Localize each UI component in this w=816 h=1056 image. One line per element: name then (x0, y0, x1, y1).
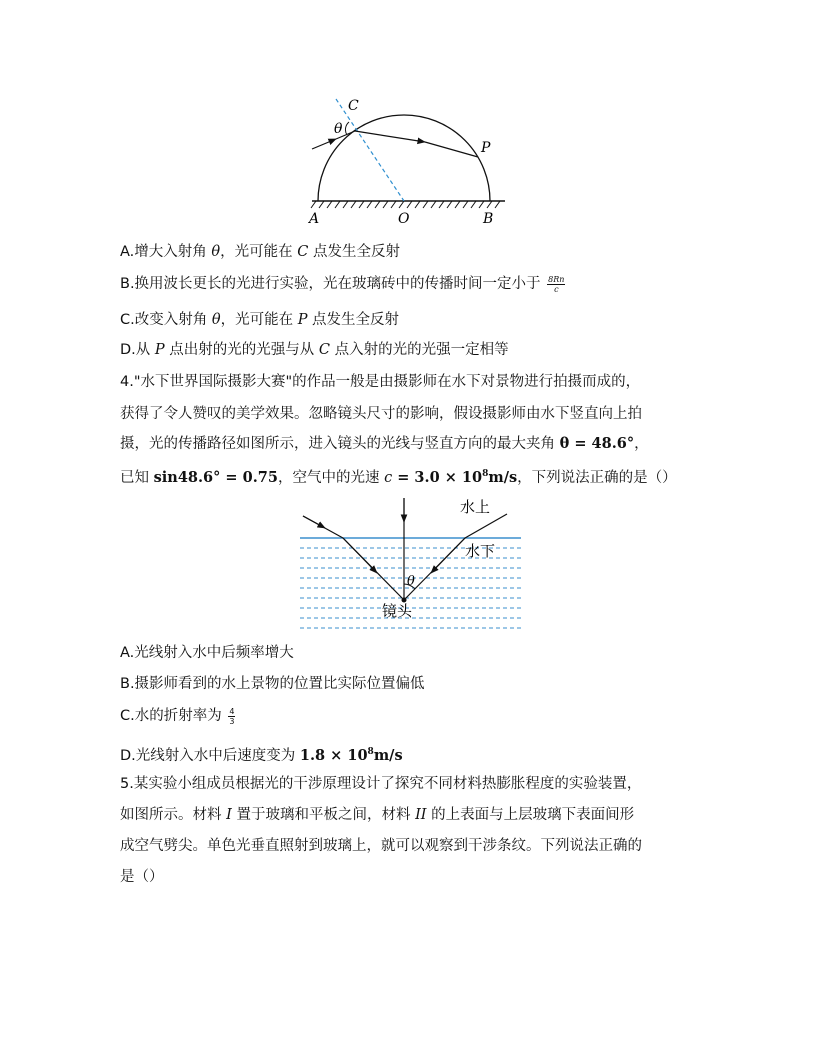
label-below-water: 水下 (465, 542, 496, 560)
q3-option-c: C.改变入射角 θ，光可能在 P 点发生全反射 (120, 312, 400, 328)
q4-stem-line-4: 已知 sin48.6° = 0.75，空气中的光速 $c = 3.0 \times 10^8m/s$，下列说法正确的是（） (120, 468, 677, 486)
angle-arc (345, 122, 349, 135)
right-ray-air (465, 514, 507, 538)
q3-option-a: A.增大入射角 θ，光可能在 C 点发生全反射 (120, 244, 400, 260)
q4-option-d: D.光线射入水中后速度变为 $1.8 \times 10^8m/s$ (120, 746, 403, 764)
refracted-ray-1 (355, 131, 425, 142)
q4-stem-line-3: 摄，光的传播路径如图所示，进入镜头的光线与竖直方向的最大夹角 θ = 48.6°， (120, 435, 649, 452)
label-C: C (348, 98, 359, 114)
q3-option-d: D.从 P 点出射的光的光强与从 C 点入射的光的光强一定相等 (120, 342, 509, 358)
fraction: $\frac{4}{3}$ (229, 706, 235, 726)
semicircle-arc (318, 115, 490, 201)
q4-option-b: B.摄影师看到的水上景物的位置比实际位置偏低 (120, 676, 425, 692)
label-P: P (481, 140, 491, 156)
q4-stem-line-2: 获得了令人赞叹的美学效果。忽略镜头尺寸的影响，假设摄影师由水下竖直向上拍 (120, 406, 642, 422)
q5-stem-line-4: 是（） (120, 869, 164, 885)
hatching (311, 201, 500, 208)
label-above-water: 水上 (460, 498, 491, 516)
q5-stem-line-3: 成空气劈尖。单色光垂直照射到玻璃上，就可以观察到干涉条纹。下列说法正确的 (120, 838, 642, 854)
label-O: O (398, 211, 410, 227)
underwater-figure (295, 492, 527, 632)
q4-option-c: C.水的折射率为 $\frac{4}{3}$ (120, 706, 235, 726)
label-B: B (483, 211, 494, 227)
label-theta: θ (334, 121, 343, 137)
q5-stem-line-1: 5.某实验小组成员根据光的干涉原理设计了探究不同材料热膨胀程度的实验装置， (120, 776, 642, 792)
q5-stem-line-2: 如图所示。材料 I 置于玻璃和平板之间，材料 II 的上表面与上层玻璃下表面间形 (120, 807, 635, 823)
fraction: $\frac{8Rn}{c}$ (548, 274, 565, 294)
label-lens: 镜头 (382, 602, 413, 620)
normal-line (336, 99, 404, 201)
q3-option-b: B.换用波长更长的光进行实验，光在玻璃砖中的传播时间一定小于 $\frac{8Rn}{c}$ (120, 274, 565, 294)
incident-ray (312, 139, 336, 149)
left-ray-air-arrow (303, 516, 325, 528)
q4-option-a: A.光线射入水中后频率增大 (120, 645, 294, 661)
semicircle-figure (300, 95, 520, 230)
refracted-ray-2 (425, 142, 478, 157)
q4-stem-line-1: 4."水下世界国际摄影大赛"的作品一般是由摄影师在水下对景物进行拍摄而成的， (120, 374, 641, 390)
label-A: A (309, 211, 320, 227)
label-theta: θ (407, 574, 415, 589)
